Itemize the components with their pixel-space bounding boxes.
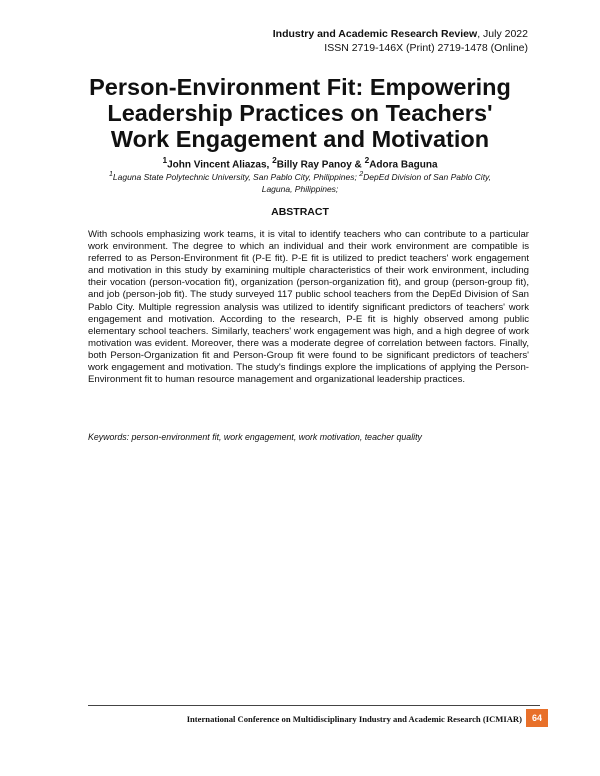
affiliation-text: DepEd Division of San Pablo City, <box>363 171 492 182</box>
conference-footer: International Conference on Multidisciplinary Industry and Academic Research (ICMIAR) <box>186 714 522 724</box>
author-name: Billy Ray Panoy & <box>276 159 365 171</box>
journal-issn: ISSN 2719-146X (Print) 2719-1478 (Online) <box>324 42 528 54</box>
affiliation-mark: 1 <box>108 170 113 178</box>
affiliations <box>80 168 520 195</box>
title-line: Person-Environment Fit: Empowering <box>89 74 511 100</box>
keywords: Keywords: person-environment fit, work engagement, work motivation, teacher quality <box>88 432 422 442</box>
title-line: Work Engagement and Motivation <box>110 126 490 152</box>
affiliation-text: Laguna, Philippines; <box>261 183 339 194</box>
page-number-badge: 64 <box>526 709 548 727</box>
affiliation-mark: 2 <box>359 170 364 178</box>
affiliation-text: Laguna State Polytechnic University, San Pablo City, Philippines; <box>112 171 360 182</box>
journal-header <box>273 27 528 55</box>
title-line: Leadership Practices on Teachers' <box>107 100 493 126</box>
footer-divider <box>88 705 540 706</box>
author-affiliation-mark: 1 <box>162 155 168 165</box>
paper-title <box>60 74 540 152</box>
author-affiliation-mark: 2 <box>364 155 370 165</box>
author-name: John Vincent Aliazas, <box>167 159 273 171</box>
journal-header-line1 <box>273 27 528 41</box>
abstract-heading: ABSTRACT <box>271 206 329 218</box>
journal-name: Industry and Academic Research Review <box>272 28 478 40</box>
author-name: Adora Baguna <box>369 159 438 171</box>
journal-date: , July 2022 <box>477 28 528 40</box>
abstract-body: With schools emphasizing work teams, it is vital to identify teachers who can contribute to a particular work environment. The degree to which an individual and their work environment are compatible is referred to as Person-Environment fit (P-E fit). P-E fit is utilized to predict teachers' work engagement and motivation in this study by examining multiple characteristics of their work environment, including their vocation (person-vocation fit), organization (person-organization fit), and group (person-group fit), and job (person-job fit). The study surveyed 117 public school teachers from the DepEd Division of San Pablo City. Multiple regression analysis was utilized to identify significant predictors of teachers' work engagement and motivation. According to the research, P-E fit is highly observed among public elementary school teachers. Similarly, teachers' work engagement was high, and a high degree of work motivation was evident. Moreover, there was a moderate degree of correlation between factors. Finally, both Person-Organization fit and Person-Group fit were found to be significant predictors of teachers' work engagement and motivation. The study's findings explore the implications of applying the Person-Environment fit to human resource management and organizational leadership practices. <box>88 229 529 386</box>
author-affiliation-mark: 2 <box>272 155 277 165</box>
